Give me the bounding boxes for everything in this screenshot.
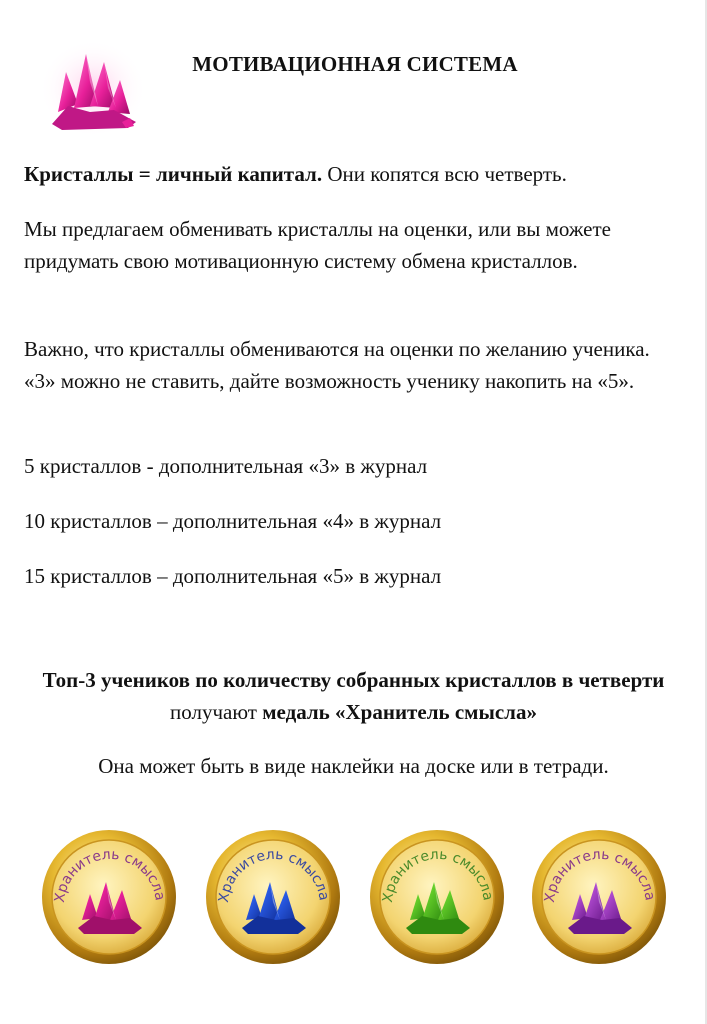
rule-10-crystals: 10 кристаллов – дополнительная «4» в журнал — [24, 509, 442, 533]
award-note: Она может быть в виде наклейки на доске или в тетради. — [98, 754, 609, 778]
paragraph-capital — [24, 158, 674, 190]
award-bold-1: Топ-3 учеников по количеству собранных кристаллов в четверти — [42, 668, 665, 692]
capital-rest: Они копятся всю четверть. — [322, 162, 567, 186]
paragraph-exchange: Мы предлагаем обменивать кристаллы на оценки, или вы можете придумать свою мотивационную систему обмена кристаллов. — [24, 217, 611, 273]
medal-green — [368, 828, 506, 966]
medal-label: Хранитель смысла — [541, 846, 658, 904]
medal-pink — [40, 828, 178, 966]
capital-bold: Кристаллы = личный капитал. — [24, 162, 323, 186]
rule-5-crystals: 5 кристаллов - дополнительная «3» в журнал — [24, 454, 428, 478]
medal-purple — [530, 828, 668, 966]
page-title: МОТИВАЦИОННАЯ СИСТЕМА — [192, 52, 518, 76]
crystal-cluster-icon — [38, 32, 148, 136]
medal-label: Хранитель смысла — [215, 846, 332, 904]
medal-label: Хранитель смысла — [51, 846, 168, 904]
medals-row — [40, 828, 680, 968]
rule-15-crystals: 15 кристаллов – дополнительная «5» в журнал — [24, 564, 442, 588]
medal-blue — [204, 828, 342, 966]
medal-label: Хранитель смысла — [379, 846, 496, 904]
paragraph-important: Важно, что кристаллы обмениваются на оценки по желанию ученика. «3» можно не ставить, дайте возможность ученику накопить на «5». — [24, 337, 650, 393]
award-bold-2: медаль «Хранитель смысла» — [262, 700, 537, 724]
award-mid: получают — [170, 700, 263, 724]
award-statement — [20, 664, 687, 728]
